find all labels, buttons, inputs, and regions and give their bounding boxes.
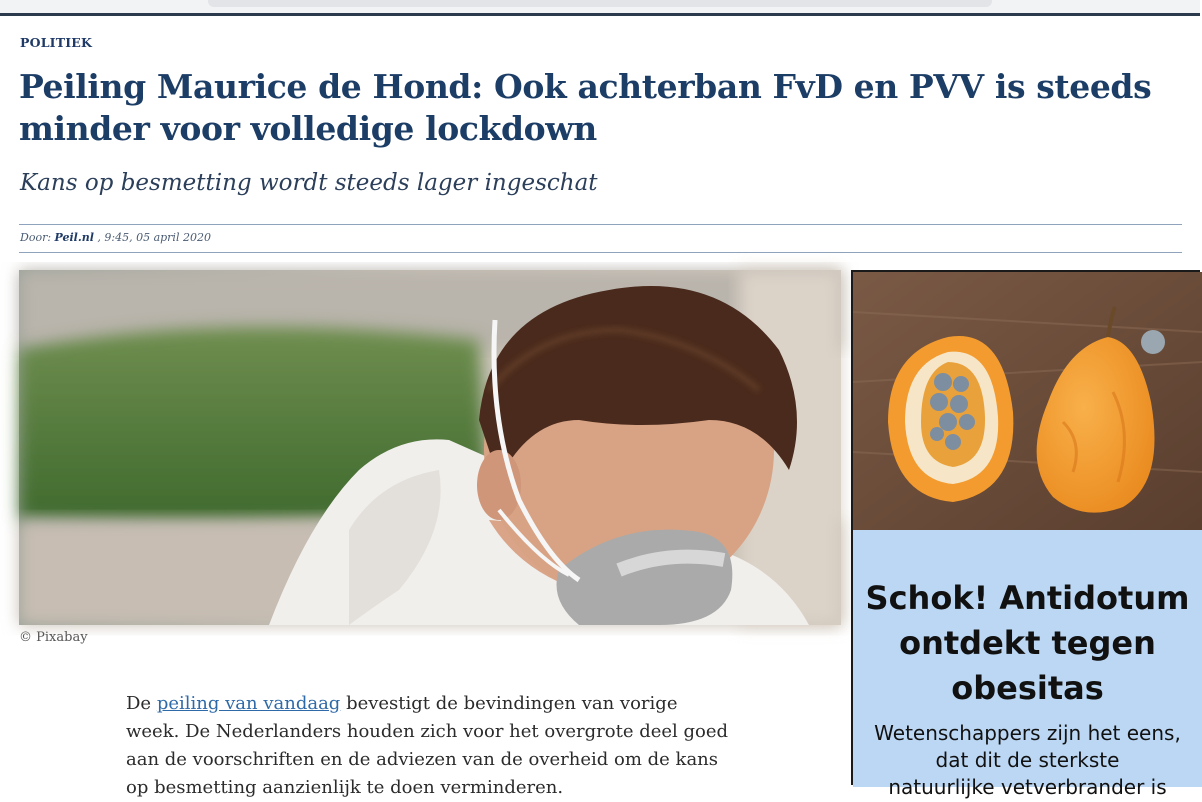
peiling-link[interactable]: peiling van vandaag — [156, 693, 341, 714]
ad-text-line-3: natuurlijke vetverbrander is — [888, 775, 1167, 799]
body-line-1-rest: bevestigt de bevindingen van vorige — [346, 693, 678, 714]
article-subheadline: Kans op besmetting wordt steeds lager ingeschat — [20, 170, 598, 196]
section-label[interactable]: POLITIEK — [20, 35, 93, 50]
article-body — [126, 690, 746, 802]
ad-title-line-1: Schok! Antidotum — [865, 579, 1190, 617]
ad-text-line-1: Wetenschappers zijn het eens, — [874, 721, 1181, 745]
body-line-3: aan de voorschriften en de adviezen van de overheid om de kans — [126, 749, 719, 770]
divider-top — [19, 224, 1182, 225]
body-line-2: week. De Nederlanders houden zich voor het overgrote deel goed — [126, 721, 729, 742]
body-lead: De — [126, 693, 152, 714]
headline-line-2: minder voor volledige lockdown — [19, 109, 597, 148]
advertisement[interactable] — [851, 270, 1200, 799]
article-photo — [19, 270, 841, 625]
photo-credit: © Pixabay — [19, 630, 88, 645]
ad-text-panel[interactable] — [853, 530, 1202, 799]
ad-title-line-3: obesitas — [951, 669, 1104, 707]
byline-author[interactable]: Peil.nl — [54, 231, 94, 244]
divider-bottom — [19, 252, 1182, 253]
ad-headline — [853, 576, 1202, 711]
address-bar[interactable] — [208, 0, 992, 7]
ad-photo-papaya[interactable] — [853, 272, 1202, 530]
headline-line-1: Peiling Maurice de Hond: Ook achterban FvD en PVV is steeds — [19, 67, 1152, 106]
ad-text-line-2: dat dit de sterkste — [935, 748, 1120, 772]
byline — [20, 231, 211, 244]
ad-title-line-2: ontdekt tegen — [899, 624, 1156, 662]
body-line-4: op besmetting aanzienlijk te doen verminderen. — [126, 777, 564, 798]
browser-top-strip — [0, 0, 1200, 16]
article-headline — [19, 66, 1189, 150]
byline-prefix: Door: — [20, 231, 52, 244]
byline-datetime: 9:45, 05 april 2020 — [104, 231, 211, 244]
byline-separator: , — [93, 231, 105, 244]
site-header-rule — [0, 13, 1200, 16]
ad-description — [853, 720, 1202, 801]
